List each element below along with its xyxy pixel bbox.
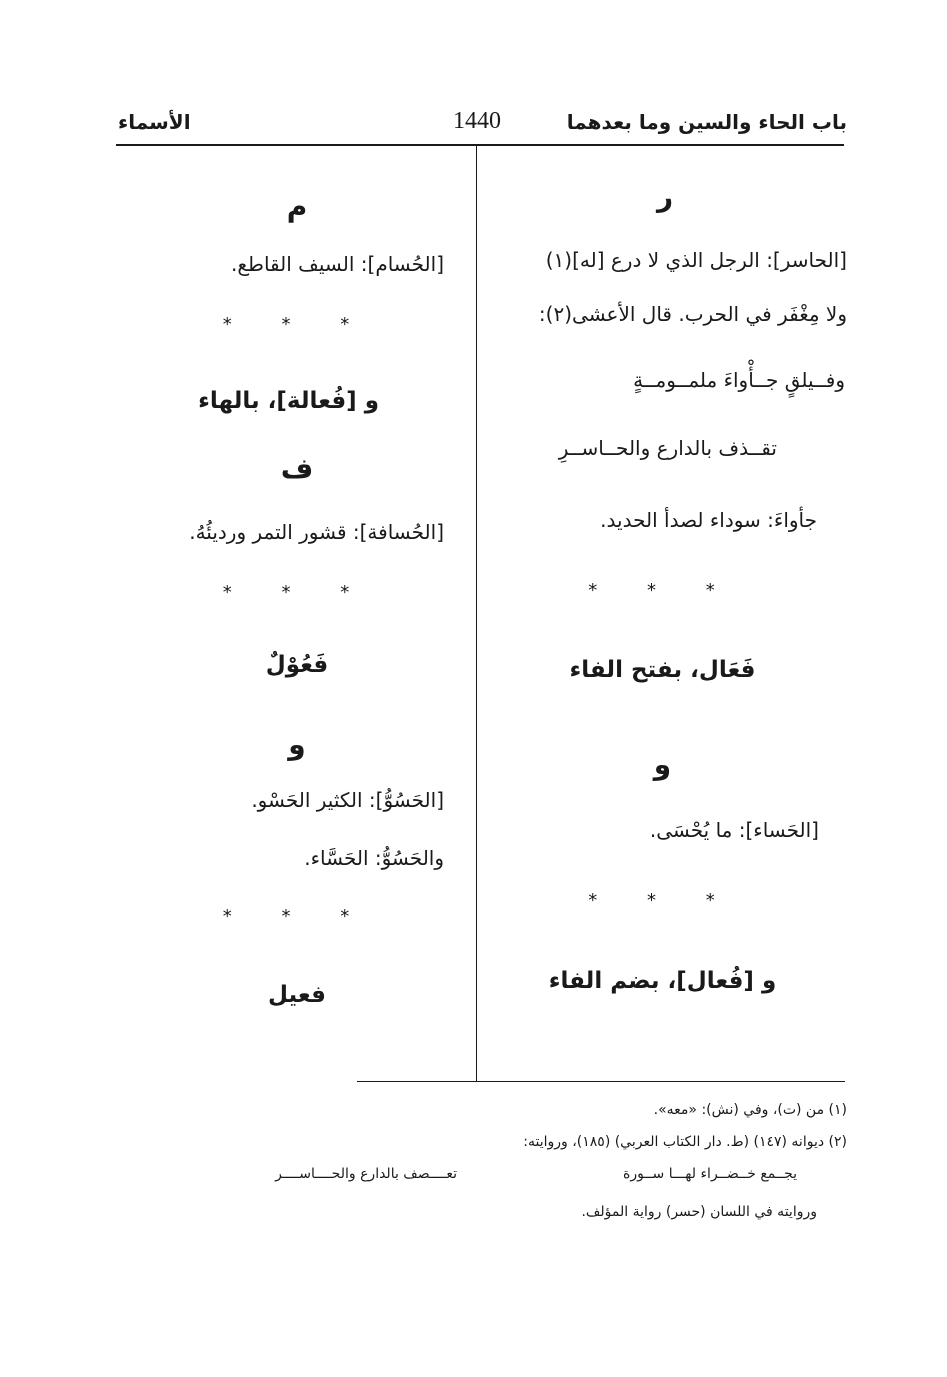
separator-stars: * * * xyxy=(588,580,737,601)
entry-hasir-line2: ولا مِغْفَر في الحرب. قال الأعشى(٢): xyxy=(538,302,847,326)
heading-faul: فَعُوْلٌ xyxy=(265,652,329,678)
letter-waw: و xyxy=(288,728,306,761)
separator-stars: * * * xyxy=(588,890,737,911)
page-number: 1440 xyxy=(453,108,501,134)
heading-fail: فعيل xyxy=(268,982,326,1008)
entry-hasuw-line1: [الحَسُوُّ]: الكثير الحَسْو. xyxy=(251,788,444,812)
entry-hasir-line1: [الحاسر]: الرجل الذي لا درع [له](١) xyxy=(545,248,847,272)
footnote-verse-right: يجــمع خــضــراء لهـــا ســورة xyxy=(623,1166,797,1182)
separator-stars: * * * xyxy=(222,582,372,603)
footnote-3: وروايته في اللسان (حسر) رواية المؤلف. xyxy=(581,1204,817,1220)
column-divider xyxy=(476,146,477,1082)
separator-stars: * * * xyxy=(222,906,372,927)
letter-fa: ف xyxy=(280,452,314,485)
entry-husam: [الحُسام]: السيف القاطع. xyxy=(231,252,444,276)
footnote-1: (١) من (ت)، وفي (نش): «معه». xyxy=(653,1102,847,1118)
heading-fuala: و [فُعالة]، بالهاء xyxy=(198,388,379,414)
footnote-2: (٢) ديوانه (١٤٧) (ط. دار الكتاب العربي) (١٨٥)، وروايته: xyxy=(523,1134,847,1150)
header-rule xyxy=(116,144,844,146)
heading-faal: فَعَال، بفتح الفاء xyxy=(569,657,756,683)
letter-ra: ر xyxy=(656,180,674,213)
entry-husafa: [الحُسافة]: قشور التمر ورديئُهُ. xyxy=(189,520,444,544)
running-head-section: الأسماء xyxy=(118,110,191,134)
gloss-jawa: جأواءَ: سوداء لصدأ الحديد. xyxy=(600,508,817,532)
separator-stars: * * * xyxy=(222,314,372,335)
verse-line-2: تقــذف بالدارع والحــاســرِ xyxy=(558,436,777,460)
heading-fual: و [فُعال]، بضم الفاء xyxy=(548,968,777,994)
footnote-rule xyxy=(357,1081,845,1082)
running-head-chapter: باب الحاء والسين وما بعدهما xyxy=(566,110,847,134)
letter-mim: م xyxy=(286,190,308,223)
entry-hasuw-line2: والحَسُوُّ: الحَسَّاء. xyxy=(304,846,444,870)
letter-waw: و xyxy=(653,748,672,781)
footnote-verse-left: تعــــصف بالدارع والحــــاســــر xyxy=(275,1166,457,1182)
entry-hasaa: [الحَساء]: ما يُحْسَى. xyxy=(649,818,819,842)
verse-line-1: وفــيلقٍ جــأْواءَ ملمــومــةٍ xyxy=(633,368,845,392)
